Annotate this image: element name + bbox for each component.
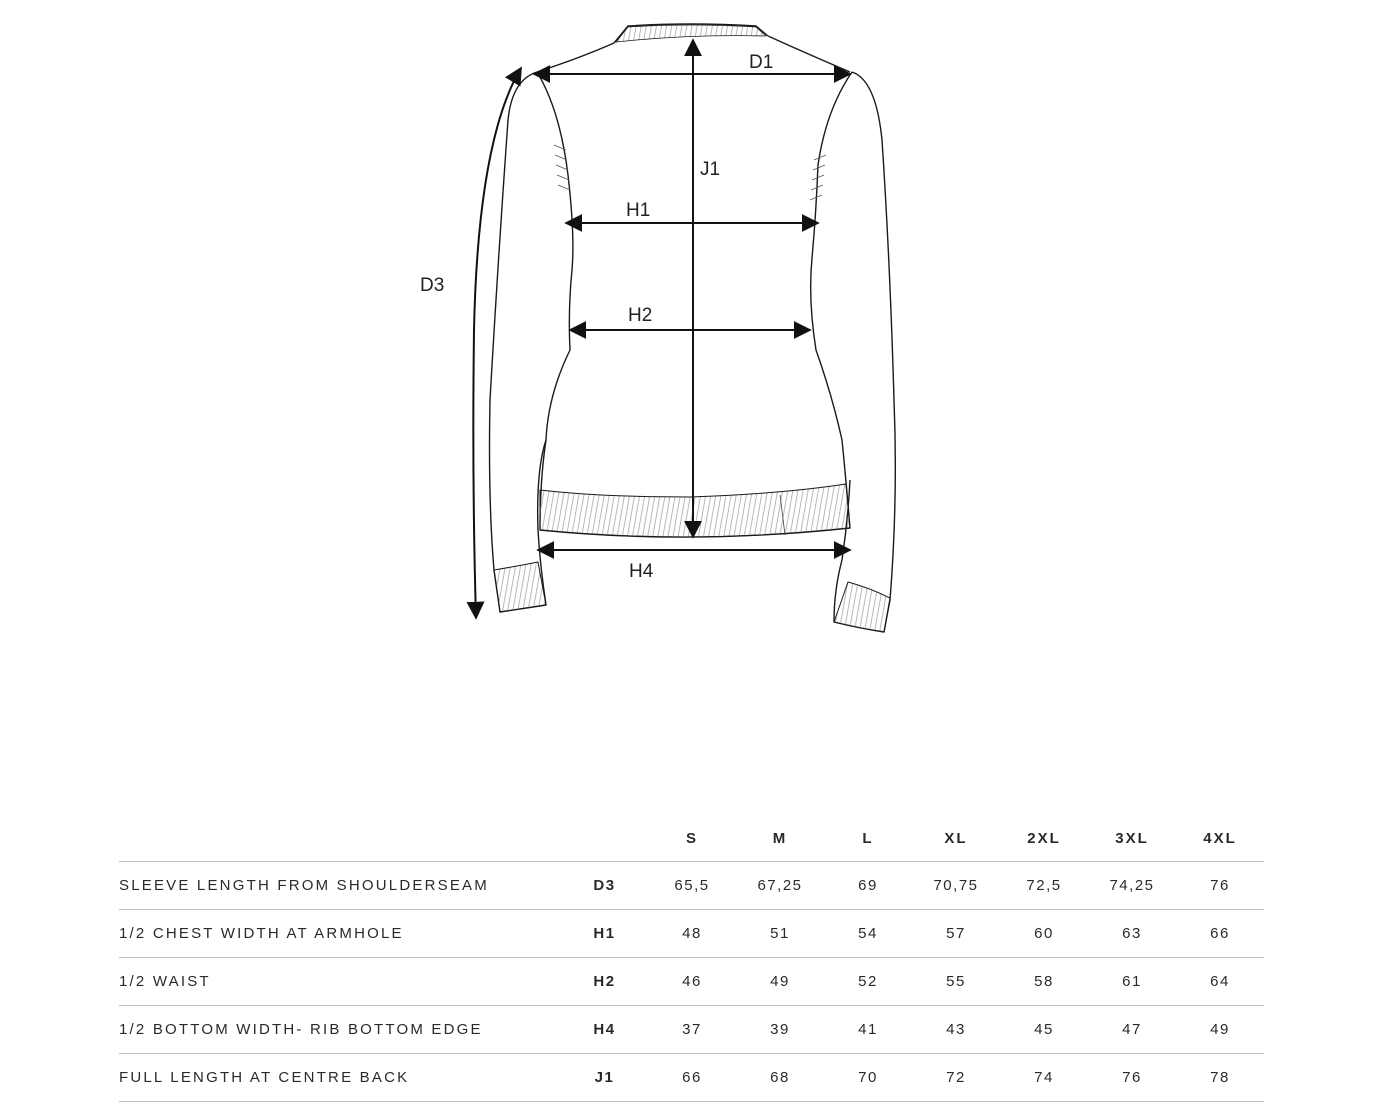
d1-label: D1 <box>749 52 774 73</box>
body-outline <box>537 72 852 537</box>
header-size-m: M <box>772 829 788 847</box>
table-row <box>119 958 1264 1006</box>
header-size-2xl: 2XL <box>1027 829 1061 847</box>
header-size-3xl: 3XL <box>1115 829 1149 847</box>
value-s: 48 <box>682 925 702 942</box>
header-size-s: S <box>685 829 698 847</box>
header-empty-code <box>561 815 648 862</box>
size-table <box>119 815 1264 1102</box>
value-m: 67,25 <box>757 877 803 894</box>
value-4xl: 66 <box>1210 925 1230 942</box>
table-row <box>119 910 1264 958</box>
value-xl: 57 <box>946 925 966 942</box>
measurement-name: 1/2 BOTTOM WIDTH- RIB BOTTOM EDGE <box>119 1021 483 1038</box>
table-row <box>119 862 1264 910</box>
value-l: 70 <box>858 1069 878 1086</box>
header-size-xl: XL <box>944 829 968 847</box>
value-4xl: 49 <box>1210 1021 1230 1038</box>
header-size-l: L <box>862 829 874 847</box>
h4-label: H4 <box>629 561 654 582</box>
left-sleeve <box>490 72 547 612</box>
left-shoulder <box>537 43 614 72</box>
value-s: 46 <box>682 973 702 990</box>
value-3xl: 74,25 <box>1109 877 1155 894</box>
measurement-code: H2 <box>593 973 616 990</box>
value-3xl: 76 <box>1122 1069 1142 1086</box>
value-l: 69 <box>858 877 878 894</box>
h2-label: H2 <box>628 305 653 326</box>
measurement-name: 1/2 WAIST <box>119 973 211 990</box>
value-m: 39 <box>770 1021 790 1038</box>
value-l: 52 <box>858 973 878 990</box>
value-xl: 70,75 <box>933 877 979 894</box>
table-row <box>119 1006 1264 1054</box>
d3-arrow <box>473 68 521 618</box>
value-xl: 43 <box>946 1021 966 1038</box>
value-xl: 55 <box>946 973 966 990</box>
d3-label: D3 <box>420 275 445 296</box>
value-m: 49 <box>770 973 790 990</box>
armhole-stitching <box>554 145 826 200</box>
value-xl: 72 <box>946 1069 966 1086</box>
right-shoulder <box>768 36 850 72</box>
measurement-code: H1 <box>593 925 616 942</box>
value-2xl: 72,5 <box>1026 877 1062 894</box>
value-l: 41 <box>858 1021 878 1038</box>
measurement-name: 1/2 CHEST WIDTH AT ARMHOLE <box>119 925 404 942</box>
measurement-name: FULL LENGTH AT CENTRE BACK <box>119 1069 410 1086</box>
measurement-name: SLEEVE LENGTH FROM SHOULDERSEAM <box>119 877 489 894</box>
value-2xl: 45 <box>1034 1021 1054 1038</box>
value-3xl: 63 <box>1122 925 1142 942</box>
value-2xl: 60 <box>1034 925 1054 942</box>
value-4xl: 76 <box>1210 877 1230 894</box>
value-s: 37 <box>682 1021 702 1038</box>
right-cuff <box>834 582 890 632</box>
value-l: 54 <box>858 925 878 942</box>
value-s: 65,5 <box>674 877 710 894</box>
h1-label: H1 <box>626 200 651 221</box>
measurement-code: H4 <box>593 1021 616 1038</box>
table-row <box>119 1054 1264 1102</box>
header-size-4xl: 4XL <box>1203 829 1237 847</box>
collar-rib <box>616 25 766 42</box>
value-4xl: 78 <box>1210 1069 1230 1086</box>
value-s: 66 <box>682 1069 702 1086</box>
bottom-rib <box>540 484 850 537</box>
measurement-code: J1 <box>594 1069 615 1086</box>
table-header-row <box>119 815 1264 862</box>
value-2xl: 58 <box>1034 973 1054 990</box>
left-cuff <box>494 562 546 612</box>
value-2xl: 74 <box>1034 1069 1054 1086</box>
value-3xl: 61 <box>1122 973 1142 990</box>
value-m: 51 <box>770 925 790 942</box>
header-empty-name <box>119 815 561 862</box>
value-3xl: 47 <box>1122 1021 1142 1038</box>
j1-label: J1 <box>700 159 721 180</box>
measurement-code: D3 <box>593 877 616 894</box>
right-sleeve <box>834 72 895 632</box>
value-4xl: 64 <box>1210 973 1230 990</box>
value-m: 68 <box>770 1069 790 1086</box>
